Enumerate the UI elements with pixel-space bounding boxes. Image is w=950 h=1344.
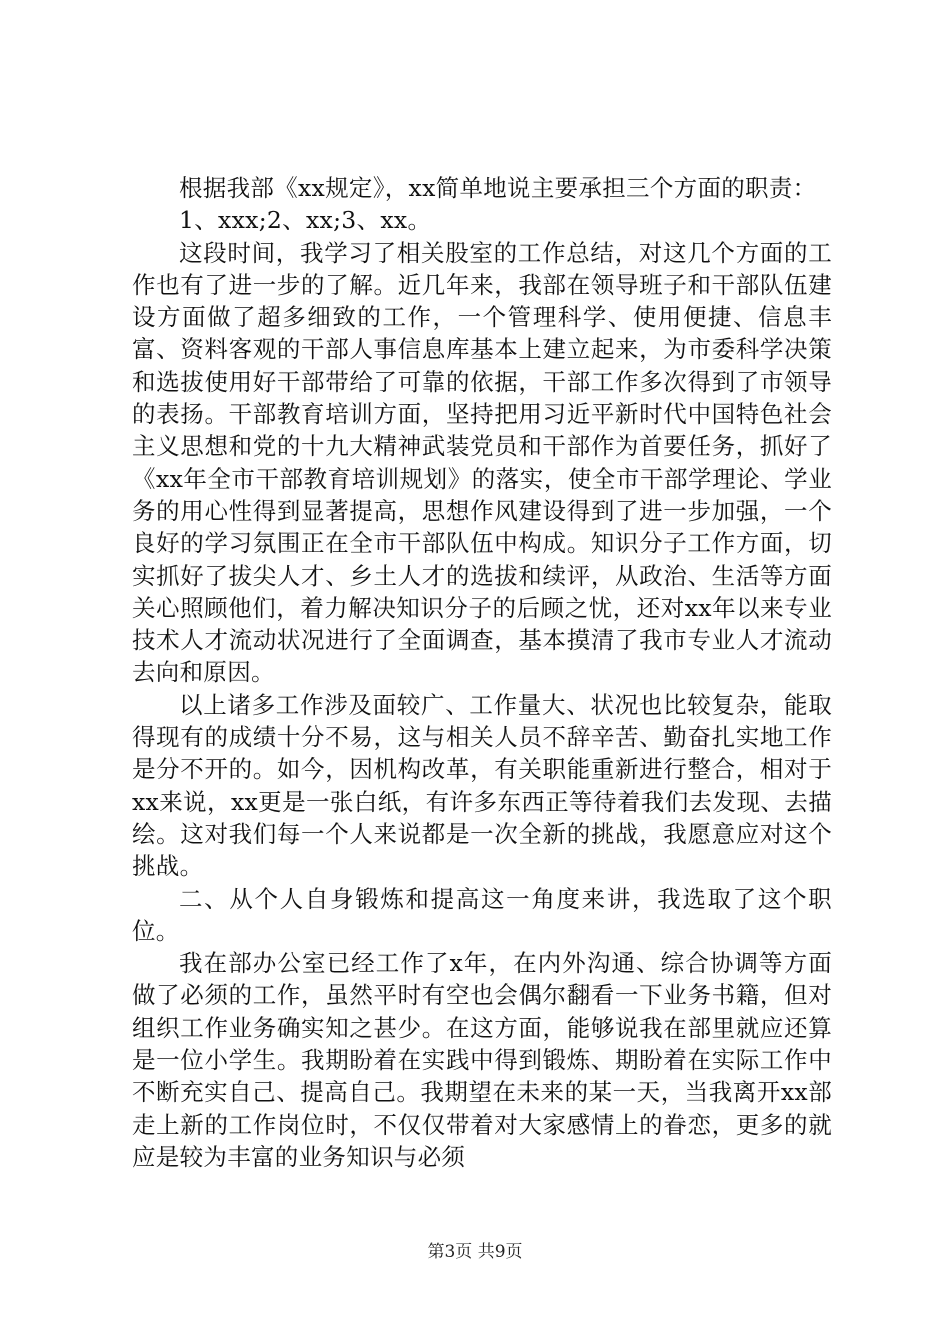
paragraph-section-two-heading: 二、从个人自身锻炼和提高这一角度来讲，我选取了这个职位。: [132, 884, 832, 945]
paragraph-responsibilities-list: 1、xxx;2、xx;3、xx。: [179, 206, 432, 235]
page-number-footer: 第3页 共9页: [427, 1242, 523, 1262]
paragraph-challenge: 以上诸多工作涉及面较广、工作量大、状况也比较复杂，能取得现有的成绩十分不易，这与相关人员不辞辛苦、勤奋扎实地工作是分不开的。如今，因机构改革，有关职能重新进行整合，相对于xx来说，xx更是一张白纸，有许多东西正等待着我们去发现、去描绘。这对我们每一个人来说都是一次全新的挑战，我愿意应对这个挑战。: [132, 690, 832, 881]
paragraph-personal-growth: 我在部办公室已经工作了x年，在内外沟通、综合协调等方面做了必须的工作，虽然平时有空也会偶尔翻看一下业务书籍，但对组织工作业务确实知之甚少。在这方面，能够说我在部里就应还算是一位小学生。我期盼着在实践中得到锻炼、期盼着在实际工作中不断充实自己、提高自己。我期望在未来的某一天，当我离开xx部走上新的工作岗位时，不仅仅带着对大家感情上的眷恋，更多的就应是较为丰富的业务知识与必须: [132, 949, 832, 1171]
paragraph-responsibilities-intro: 根据我部《xx规定》，xx简单地说主要承担三个方面的职责：: [179, 174, 817, 202]
paragraph-work-review: 这段时间，我学习了相关股室的工作总结，对这几个方面的工作也有了进一步的了解。近几年来，我部在领导班子和干部队伍建设方面做了超多细致的工作，一个管理科学、使用便捷、信息丰富、资料客观的干部人事信息库基本上建立起来，为市委科学决策和选拔使用好干部带给了可靠的依据，干部工作多次得到了市领导的表扬。干部教育培训方面，坚持把用习近平新时代中国特色社会主义思想和党的十九大精神武装党员和干部作为首要任务，抓好了《xx年全市干部教育培训规划》的落实，使全市干部学理论、学业务的用心性得到显著提高，思想作风建设得到了进一步加强，一个良好的学习氛围正在全市干部队伍中构成。知识分子工作方面，切实抓好了拔尖人才、乡土人才的选拔和续评，从政治、生活等方面关心照顾他们，着力解决知识分子的后顾之忧，还对xx年以来专业技术人才流动状况进行了全面调查，基本摸清了我市专业人才流动去向和原因。: [132, 238, 832, 687]
document-body: [132, 172, 832, 1173]
